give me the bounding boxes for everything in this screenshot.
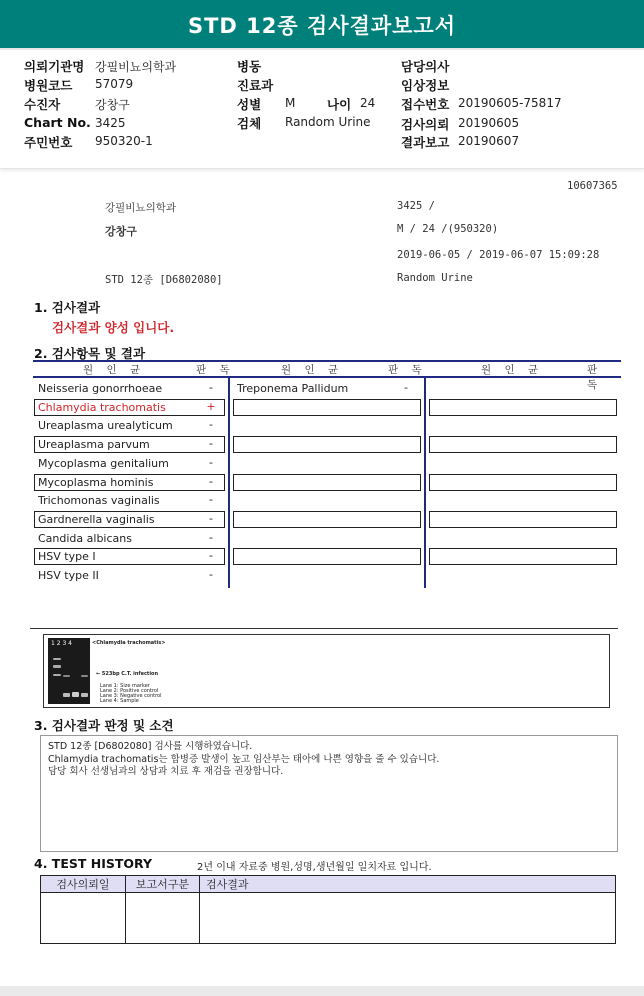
section1-title: 1. 검사결과 bbox=[34, 300, 101, 315]
pathogen-result: - bbox=[209, 530, 213, 544]
pathogen-result: - bbox=[209, 455, 213, 469]
report-id: 10607365 bbox=[567, 180, 618, 192]
header-receipt-no bbox=[401, 95, 449, 113]
pathogen-result: - bbox=[209, 511, 213, 525]
positive-result: 검사결과 양성 입니다. bbox=[52, 320, 175, 335]
header-receipt-no-value: 20190605-75817 bbox=[458, 96, 562, 110]
empty-result-box bbox=[429, 399, 617, 416]
header-label: 병원코드 bbox=[24, 78, 73, 93]
header-label: 성별 bbox=[237, 97, 262, 112]
pathogen-result: - bbox=[404, 381, 408, 394]
pathogen-result: - bbox=[209, 493, 213, 507]
pathogen-name: Neisseria gonorrhoeae bbox=[38, 382, 163, 395]
header-resident-no bbox=[24, 133, 72, 151]
header-sex bbox=[237, 95, 261, 113]
history-col-report-type: 보고서구분 bbox=[126, 876, 200, 893]
header-label: Chart No. bbox=[24, 115, 91, 130]
opinion-box bbox=[40, 735, 618, 852]
empty-result-box bbox=[233, 474, 421, 491]
pathogen-name: Candida albicans bbox=[38, 531, 132, 545]
gel-band bbox=[63, 693, 70, 697]
pathogen-result: - bbox=[209, 549, 213, 563]
gel-title: <Chlamydia trachomatis> bbox=[92, 640, 166, 646]
header-requester bbox=[24, 57, 84, 75]
pathogen-name: Mycoplasma hominis bbox=[38, 475, 154, 489]
gel-legend-item: Lane 3: Negative control bbox=[100, 693, 162, 699]
history-cell bbox=[126, 893, 200, 944]
history-cell bbox=[200, 893, 616, 944]
info-chart: 3425 / bbox=[397, 200, 435, 212]
gel-electrophoresis-image bbox=[48, 638, 90, 704]
pathogen-name: Trichomonas vaginalis bbox=[38, 494, 160, 508]
header-hospital-code bbox=[24, 76, 72, 94]
info-specimen: Random Urine bbox=[397, 272, 473, 284]
opinion-line: Chlamydia trachomatis는 합병증 발생이 높고 임산부는 태아에 나쁜 영향을 줄 수 있습니다. bbox=[48, 753, 440, 765]
info-patient: 강창구 bbox=[105, 225, 137, 238]
report-title-bar bbox=[0, 0, 644, 50]
history-col-result: 검사결과 bbox=[200, 876, 616, 893]
header-request-date bbox=[401, 115, 449, 133]
col-result-3: 판 독 bbox=[587, 364, 603, 391]
pathogen-name: Mycoplasma genitalium bbox=[38, 456, 169, 470]
header-label: 검사의뢰 bbox=[401, 117, 450, 132]
header-age bbox=[327, 95, 351, 113]
empty-result-box bbox=[429, 511, 617, 528]
col-result-2: 판 독 bbox=[388, 364, 427, 376]
gel-band bbox=[53, 665, 61, 668]
pathogen-result: - bbox=[209, 474, 213, 488]
header-label: 임상정보 bbox=[401, 78, 450, 93]
column-divider bbox=[228, 376, 230, 588]
header-label: 결과보고 bbox=[401, 135, 450, 150]
opinion-line: 담당 회사 선생님과의 상담과 치료 후 재검을 권장합니다. bbox=[48, 766, 284, 777]
gel-band-label: ← 523bp C.T. infection bbox=[96, 671, 159, 677]
header-label: 검체 bbox=[237, 116, 262, 131]
header-patient-value: 강창구 bbox=[95, 98, 130, 112]
history-col-request-date: 검사의뢰일 bbox=[41, 876, 126, 893]
pathogen-result: - bbox=[209, 568, 213, 581]
pathogen-result: + bbox=[206, 399, 216, 413]
empty-result-box bbox=[429, 474, 617, 491]
pathogen-name: HSV type I bbox=[38, 550, 96, 564]
header-hospital-code-value: 57079 bbox=[95, 77, 134, 91]
header-clinical-info bbox=[401, 76, 449, 94]
pathogen-name: Ureaplasma urealyticum bbox=[38, 419, 173, 433]
header-doctor bbox=[401, 57, 449, 75]
gel-band bbox=[63, 675, 70, 677]
section2-title: 2. 검사항목 및 결과 bbox=[34, 346, 146, 361]
gel-band bbox=[81, 693, 88, 697]
header-department bbox=[237, 76, 273, 94]
header-specimen bbox=[237, 114, 261, 132]
gel-legend-item: Lane 1: Size marker bbox=[100, 683, 150, 689]
header-label: 수진자 bbox=[24, 97, 61, 112]
pathogen-name: Ureaplasma parvum bbox=[38, 438, 150, 452]
empty-result-box bbox=[429, 436, 617, 453]
history-table bbox=[40, 875, 616, 944]
section3-title: 3. 검사결과 판정 및 소견 bbox=[34, 718, 174, 733]
gel-band bbox=[72, 692, 79, 697]
pathogen-result: - bbox=[209, 381, 213, 394]
header-chart bbox=[24, 115, 91, 130]
col-pathogen-1: 원 인 균 bbox=[83, 364, 146, 376]
header-label: 접수번호 bbox=[401, 97, 450, 112]
pathogen-result: - bbox=[209, 418, 213, 432]
opinion-line: STD 12종 [D6802080] 검사를 시행하였습니다. bbox=[48, 741, 253, 752]
section4-title: 4. TEST HISTORY bbox=[34, 856, 153, 871]
header-label: 병동 bbox=[237, 59, 262, 74]
header-label: 담당의사 bbox=[401, 59, 450, 74]
pathogen-name: HSV type II bbox=[38, 569, 99, 582]
header-patient bbox=[24, 95, 60, 113]
header-requester-value: 강필비뇨의학과 bbox=[95, 60, 177, 74]
divider bbox=[30, 628, 618, 629]
header-label: 주민번호 bbox=[24, 135, 73, 150]
info-test: STD 12종 [D6802080] bbox=[105, 274, 223, 286]
empty-result-box bbox=[233, 436, 421, 453]
header-sex-value: M bbox=[285, 96, 296, 110]
info-dates: 2019-06-05 / 2019-06-07 15:09:28 bbox=[397, 249, 600, 261]
col-pathogen-2: 원 인 균 bbox=[281, 364, 344, 376]
header-label: 나이 bbox=[327, 97, 352, 112]
col-result-1: 판 독 bbox=[196, 364, 235, 376]
info-hospital: 강필비뇨의학과 bbox=[105, 202, 177, 214]
column-divider bbox=[424, 376, 426, 588]
history-note: 2년 이내 자료중 병원,성명,생년월일 일치자료 입니다. bbox=[197, 862, 432, 873]
empty-result-box bbox=[233, 399, 421, 416]
pathogen-name: Gardnerella vaginalis bbox=[38, 512, 155, 526]
header-label: 진료과 bbox=[237, 78, 274, 93]
header-report-date-value: 20190607 bbox=[458, 134, 520, 148]
pathogen-result: - bbox=[209, 437, 213, 451]
gel-band bbox=[53, 674, 61, 676]
gel-band bbox=[81, 675, 88, 677]
bottom-bar bbox=[0, 986, 644, 996]
report-title: STD 12종 검사결과보고서 bbox=[187, 14, 456, 38]
header-request-date-value: 20190605 bbox=[458, 116, 520, 130]
gel-lane-numbers: 1 2 3 4 bbox=[51, 640, 72, 647]
pathogen-name: Chlamydia trachomatis bbox=[38, 400, 166, 414]
header-label: 의뢰기관명 bbox=[24, 59, 85, 74]
header-specimen-value: Random Urine bbox=[285, 115, 371, 129]
gel-legend-item: Lane 2: Positive control bbox=[100, 688, 159, 694]
header-ward bbox=[237, 57, 261, 75]
col-pathogen-3: 원 인 균 bbox=[481, 364, 544, 376]
header-report-date bbox=[401, 133, 449, 151]
empty-result-box bbox=[429, 548, 617, 565]
pathogen-name: Treponema Pallidum bbox=[237, 382, 349, 395]
header-age-value: 24 bbox=[360, 96, 376, 110]
info-sex-age: M / 24 /(950320) bbox=[397, 223, 499, 235]
gel-legend-item: Lane 4: Sample bbox=[100, 698, 139, 704]
empty-result-box bbox=[233, 511, 421, 528]
header-chart-value: 3425 bbox=[95, 116, 126, 130]
gel-image-panel bbox=[43, 634, 610, 708]
empty-result-box bbox=[233, 548, 421, 565]
header-resident-no-value: 950320-1 bbox=[95, 134, 153, 148]
history-cell bbox=[41, 893, 126, 944]
gel-band bbox=[53, 658, 61, 660]
